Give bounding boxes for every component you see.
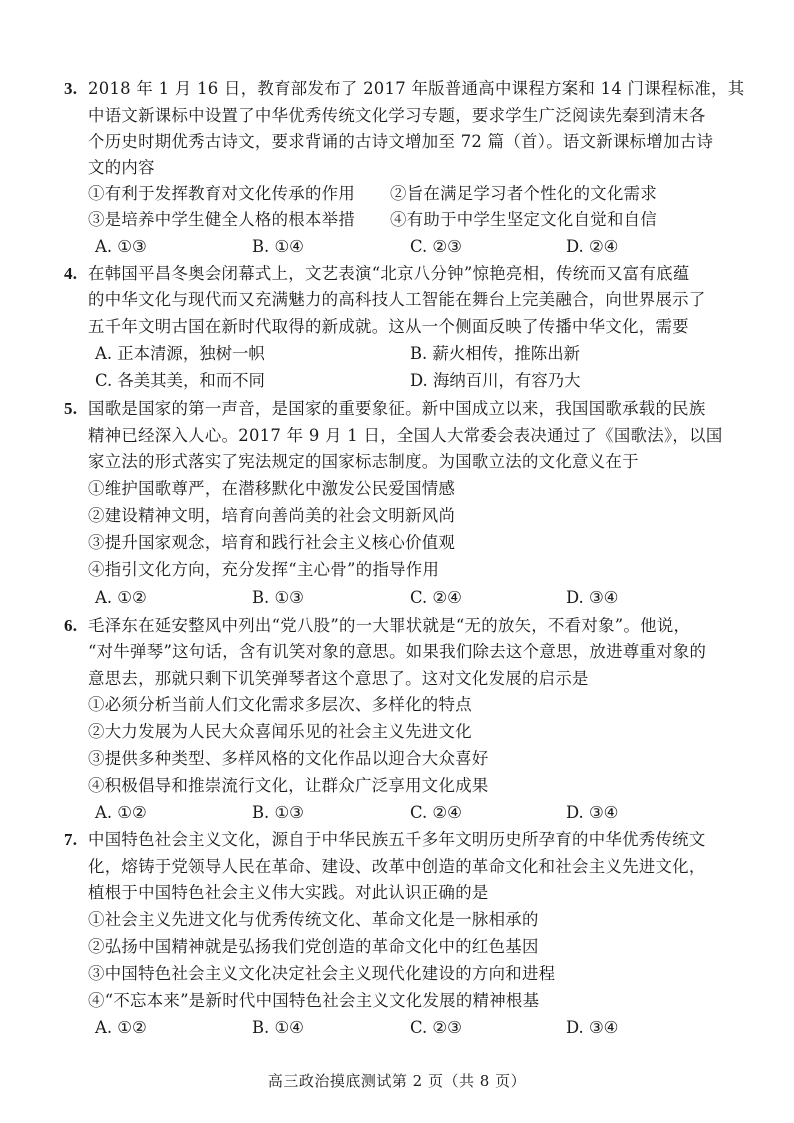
- statement: ③提供多种类型、多样风格的文化作品以迎合大众喜好: [88, 749, 489, 768]
- answer-option-b: B. 薪火相传，推陈出新: [410, 344, 580, 363]
- page-footer: 高三政治摸底测试第 2 页（共 8 页）: [267, 1072, 527, 1090]
- answer-option-b: B. ①④: [252, 237, 304, 256]
- answer-option-d: D. ③④: [566, 803, 619, 822]
- statement: ②弘扬中国精神就是弘扬我们党创造的革命文化中的红色基因: [88, 937, 539, 956]
- question-stem-line: 家立法的形式落实了宪法规定的国家标志制度。为国歌立法的文化意义在于: [88, 452, 639, 471]
- statement: ①维护国歌尊严，在潜移默化中激发公民爱国情感: [88, 479, 456, 498]
- question-stem-line: 植根于中国特色社会主义伟大实践。对此认识正确的是: [88, 883, 489, 902]
- answer-option-c: C. ②④: [410, 803, 462, 822]
- question-stem-line: “对牛弹琴”这句话，含有讥笑对象的意思。如果我们除去这个意思，放进尊重对象的: [88, 642, 707, 661]
- answer-option-c: C. ②③: [410, 237, 462, 256]
- answer-option-d: D. ③④: [566, 1018, 619, 1037]
- answer-option-c: C. ②④: [410, 588, 462, 607]
- answer-option-a: A. ①②: [95, 1018, 147, 1037]
- question-number: 5.: [64, 399, 78, 418]
- question-number: 7.: [64, 830, 78, 849]
- statement: ④有助于中学生坚定文化自觉和自信: [390, 210, 658, 229]
- statement: ②建设精神文明，培育向善尚美的社会文明新风尚: [88, 506, 456, 525]
- statement: ①有利于发挥教育对文化传承的作用: [88, 184, 356, 203]
- answer-option-c: C. ②③: [410, 1018, 462, 1037]
- question-stem-line: 五千年文明古国在新时代取得的新成就。这从一个侧面反映了传播中华文化，需要: [88, 317, 689, 336]
- statement: ①必须分析当前人们文化需求多层次、多样化的特点: [88, 695, 472, 714]
- question-stem-line: 个历史时期优秀古诗文，要求背诵的古诗文增加至 72 篇（首）。语文新课标增加古诗: [88, 132, 714, 151]
- statement: ②大力发展为人民大众喜闻乐见的社会主义先进文化: [88, 722, 472, 741]
- answer-option-b: B. ①③: [252, 803, 304, 822]
- answer-option-a: A. ①②: [95, 803, 147, 822]
- statement: ④“不忘本来”是新时代中国特色社会主义文化发展的精神根基: [88, 991, 540, 1010]
- answer-option-b: B. ①③: [252, 588, 304, 607]
- answer-option-d: D. 海纳百川，有容乃大: [410, 371, 581, 390]
- statement: ①社会主义先进文化与优秀传统文化、革命文化是一脉相承的: [88, 910, 539, 929]
- statement: ③提升国家观念，培育和践行社会主义核心价值观: [88, 533, 456, 552]
- answer-option-a: A. 正本清源，独树一帜: [95, 344, 265, 363]
- statement: ③中国特色社会主义文化决定社会主义现代化建设的方向和进程: [88, 964, 556, 983]
- question-stem-line: 意思去，那就只剩下讥笑弹琴者这个意思了。这对文化发展的启示是: [88, 669, 589, 688]
- answer-option-d: D. ②④: [566, 237, 619, 256]
- question-stem-line: 中语文新课标中设置了中华优秀传统文化学习专题，要求学生广泛阅读先秦到清末各: [88, 106, 706, 125]
- question-stem-line: 精神已经深入人心。2017 年 9 月 1 日，全国人大常委会表决通过了《国歌法》，以国: [88, 426, 723, 445]
- question-number: 3.: [64, 79, 78, 98]
- question-stem-line: 中国特色社会主义文化，源自于中华民族五千多年文明历史所孕育的中华优秀传统文: [88, 830, 706, 849]
- statement: ④积极倡导和推崇流行文化，让群众广泛享用文化成果: [88, 776, 489, 795]
- answer-option-b: B. ①④: [252, 1018, 304, 1037]
- question-stem-line: 毛泽东在延安整风中列出“党八股”的一大罪状就是“无的放矢，不看对象”。他说，: [88, 616, 691, 635]
- question-stem-line: 2018 年 1 月 16 日，教育部发布了 2017 年版普通高中课程方案和 14 门课程标准，其: [88, 79, 745, 98]
- statement: ④指引文化方向，充分发挥“主心骨”的指导作用: [88, 560, 440, 579]
- question-stem-line: 文的内容: [88, 158, 155, 177]
- question-stem-line: 的中华文化与现代而又充满魅力的高科技人工智能在舞台上完美融合，向世界展示了: [88, 290, 706, 309]
- answer-option-c: C. 各美其美，和而不同: [95, 371, 265, 390]
- question-stem-line: 化，熔铸于党领导人民在革命、建设、改革中创造的革命文化和社会主义先进文化，: [88, 857, 706, 876]
- answer-option-a: A. ①②: [95, 588, 147, 607]
- question-stem-line: 国歌是国家的第一声音，是国家的重要象征。新中国成立以来，我国国歌承载的民族: [88, 399, 706, 418]
- question-stem-line: 在韩国平昌冬奥会闭幕式上，文艺表演“北京八分钟”惊艳亮相，传统而又富有底蕴: [88, 264, 690, 283]
- answer-option-a: A. ①③: [95, 237, 147, 256]
- question-number: 6.: [64, 616, 78, 635]
- answer-option-d: D. ③④: [566, 588, 619, 607]
- statement: ③是培养中学生健全人格的根本举措: [88, 210, 356, 229]
- statement: ②旨在满足学习者个性化的文化需求: [390, 184, 658, 203]
- question-number: 4.: [64, 264, 78, 283]
